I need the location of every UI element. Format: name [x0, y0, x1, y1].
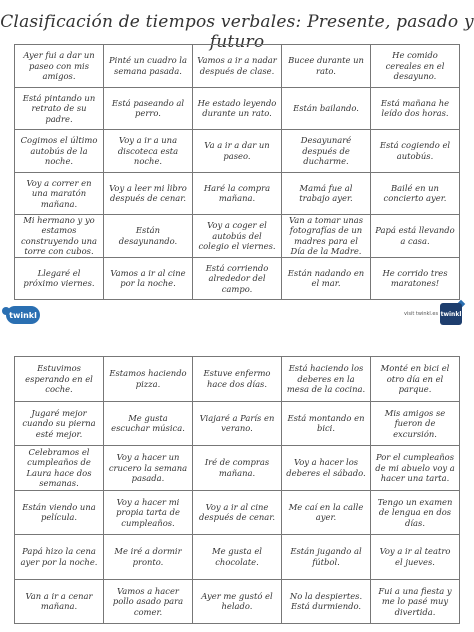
sentence-card: Van a tomar unas fotografías de un madres para el Día de la Madre.	[282, 215, 371, 258]
sentence-card: He estado leyendo durante un rato.	[193, 88, 282, 131]
sentence-card: Voy a leer mi libro después de cenar.	[104, 173, 193, 216]
sentence-card: Voy a hacer los deberes el sábado.	[282, 446, 371, 491]
sentence-card: Llegaré el próximo viernes.	[15, 258, 104, 301]
top-verb-grid	[14, 44, 460, 300]
sentence-card: Está mañana he leído dos horas.	[371, 88, 460, 131]
sentence-card: Por el cumpleaños de mi abuelo voy a hacer una tarta.	[371, 446, 460, 491]
sentence-card: Voy a hacer un crucero la semana pasada.	[104, 446, 193, 491]
sentence-card: Están bailando.	[282, 88, 371, 131]
sentence-card: Están viendo una película.	[15, 491, 104, 536]
sentence-card: Desayunaré después de ducharme.	[282, 130, 371, 173]
twinkl-badge: twinkl	[440, 303, 462, 325]
sentence-card: Está cogiendo el autobús.	[371, 130, 460, 173]
sentence-card: Ayer me gustó el helado.	[193, 580, 282, 625]
sentence-card: Ayer fui a dar un paseo con mis amigos.	[15, 45, 104, 88]
sentence-card: Fui a una fiesta y me lo pasé muy divertida.	[371, 580, 460, 625]
sentence-card: Mis amigos se fueron de excursión.	[371, 402, 460, 447]
bottom-verb-grid	[14, 356, 460, 624]
sentence-card: Me gusta escuchar música.	[104, 402, 193, 447]
sentence-card: No la despiertes. Está durmiendo.	[282, 580, 371, 625]
sentence-card: Están nadando en el mar.	[282, 258, 371, 301]
sentence-card: Pinté un cuadro la semana pasada.	[104, 45, 193, 88]
sentence-card: Están jugando al fútbol.	[282, 535, 371, 580]
sentence-card: Estuvimos esperando en el coche.	[15, 357, 104, 402]
sentence-card: Mi hermano y yo estamos construyendo una torre con cubos.	[15, 215, 104, 258]
sentence-card: Papá está llevando a casa.	[371, 215, 460, 258]
site-url: visit twinkl.es	[404, 311, 439, 317]
sentence-card: He corrido tres maratones!	[371, 258, 460, 301]
sentence-card: Papá hizo la cena ayer por la noche.	[15, 535, 104, 580]
sentence-card: Me gusta el chocolate.	[193, 535, 282, 580]
sentence-card: Estamos haciendo pizza.	[104, 357, 193, 402]
sentence-card: Haré la compra mañana.	[193, 173, 282, 216]
sentence-card: Vamos a ir a nadar después de clase.	[193, 45, 282, 88]
sentence-card: Vamos a hacer pollo asado para comer.	[104, 580, 193, 625]
sentence-card: Voy a ir a una discoteca esta noche.	[104, 130, 193, 173]
sentence-card: Tengo un examen de lengua en dos días.	[371, 491, 460, 536]
sentence-card: Jugaré mejor cuando su pierna esté mejor.	[15, 402, 104, 447]
sentence-card: Estuve enfermo hace dos días.	[193, 357, 282, 402]
sentence-card: Me iré a dormir pronto.	[104, 535, 193, 580]
sentence-card: Viajaré a París en verano.	[193, 402, 282, 447]
sentence-card: Vamos a ir al cine por la noche.	[104, 258, 193, 301]
sentence-card: Monté en bici el otro día en el parque.	[371, 357, 460, 402]
sentence-card: Está pintando un retrato de su padre.	[15, 88, 104, 131]
sentence-card: Mamá fue al trabajo ayer.	[282, 173, 371, 216]
sentence-card: Voy a ir al cine después de cenar.	[193, 491, 282, 536]
sentence-card: Voy a coger el autobús del colegio el viernes.	[193, 215, 282, 258]
sentence-card: Bucee durante un rato.	[282, 45, 371, 88]
sentence-card: He comido cereales en el desayuno.	[371, 45, 460, 88]
sentence-card: Cogimos el último autobús de la noche.	[15, 130, 104, 173]
sentence-card: Voy a hacer mi propia tarta de cumpleaños.	[104, 491, 193, 536]
sentence-card: Van a ir a cenar mañana.	[15, 580, 104, 625]
sentence-card: Va a ir a dar un paseo.	[193, 130, 282, 173]
sentence-card: Voy a correr en una maratón mañana.	[15, 173, 104, 216]
sentence-card: Está montando en bici.	[282, 402, 371, 447]
page-title: Clasificación de tiempos verbales: Presente, pasado y futuro	[0, 12, 474, 52]
sentence-card: Iré de compras mañana.	[193, 446, 282, 491]
sentence-card: Está haciendo los deberes en la mesa de la cocina.	[282, 357, 371, 402]
sentence-card: Voy a ir al teatro el jueves.	[371, 535, 460, 580]
sentence-card: Me caí en la calle ayer.	[282, 491, 371, 536]
sentence-card: Bailé en un concierto ayer.	[371, 173, 460, 216]
sentence-card: Está corriendo alrededor del campo.	[193, 258, 282, 301]
sentence-card: Está paseando al perro.	[104, 88, 193, 131]
twinkl-logo: twinkl	[6, 306, 40, 324]
sentence-card: Están desayunando.	[104, 215, 193, 258]
sentence-card: Celebramos el cumpleaños de Laura hace dos semanas.	[15, 446, 104, 491]
